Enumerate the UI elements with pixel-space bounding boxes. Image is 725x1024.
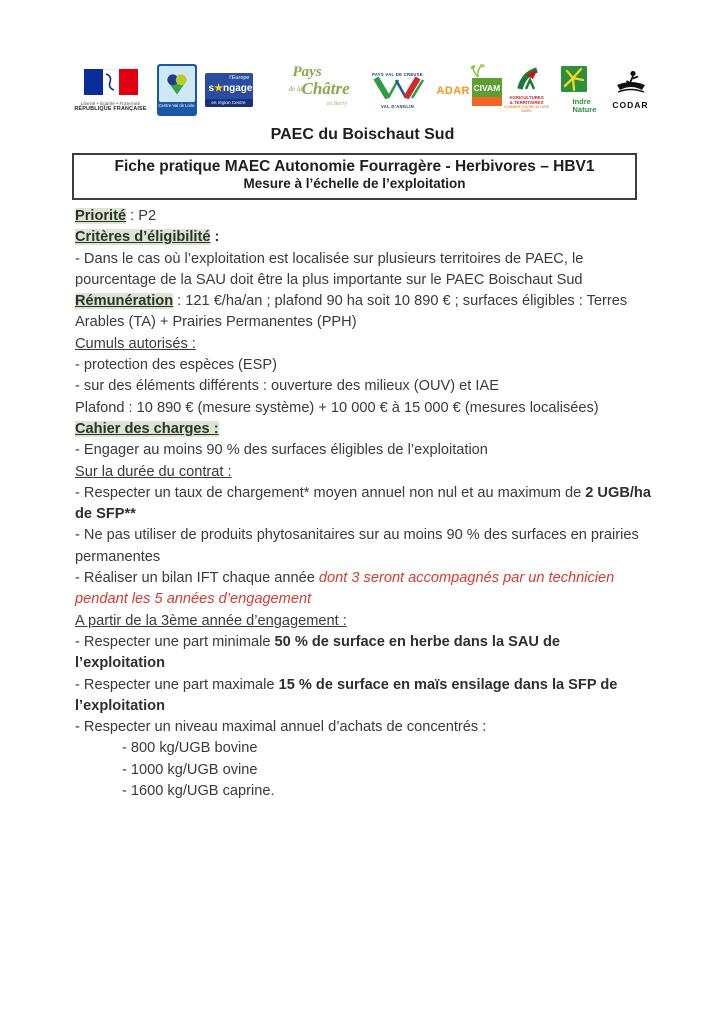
star-icon: ★	[214, 83, 224, 94]
eligibility-heading-text: Critères d’éligibilité	[75, 229, 211, 246]
part-min-text: - Respecter une part minimale	[75, 633, 275, 650]
plafond-line: Plafond : 10 890 € (mesure système) + 10 000 € à 15 000 € (mesures localisées)	[75, 399, 599, 416]
civam-box	[472, 78, 502, 106]
indre-nature-label	[573, 98, 601, 114]
partner-logos-row	[0, 60, 725, 120]
ift-red-note: dont 3 seront accompagnés par un technicien pendant les 5 années d’engagement	[75, 570, 615, 608]
eligibility-heading-colon: :	[210, 229, 220, 246]
civam-orange-strip	[472, 97, 502, 106]
centre-val-de-loire-heart-icon	[159, 66, 195, 102]
cahier-heading	[75, 419, 652, 440]
chatre-berry: en Berry	[326, 101, 348, 107]
part-max-text: - Respecter une part maximale	[75, 676, 279, 693]
part-max-bold: 15 % de surface en maïs ensilage dans la SFP de l’exploitation	[75, 676, 618, 714]
phyto-line: - Ne pas utiliser de produits phytosanitaires sur au moins 90 % des surfaces en prairies permanentes	[75, 527, 639, 565]
chatre-pays: Pays	[292, 64, 322, 80]
chatre-chatre: Châtre	[301, 79, 350, 98]
sengage-ngage: ngage	[223, 83, 253, 94]
codar-bird-icon	[614, 82, 648, 99]
codar-word: CODAR	[612, 100, 649, 110]
priority-label: Priorité	[75, 208, 127, 224]
cumuls-item: - sur des éléments différents : ouverture des milieux (OUV) et IAE	[75, 378, 499, 395]
cumuls-heading	[75, 334, 652, 355]
annee3-heading-text: A partir de la 3ème année d’engagement :	[75, 612, 347, 629]
agri-line1: AGRICULTURES	[509, 94, 544, 100]
logo-republique-francaise	[73, 69, 149, 112]
page-title: PAEC du Boischaut Sud	[270, 126, 455, 143]
remuneration-paragraph	[75, 291, 652, 334]
cvl-label: Centre-Val de Loire	[158, 103, 195, 108]
sengage-s: s	[208, 83, 215, 94]
part-min-bold: 50 % de surface en herbe dans la SAU de l’exploitation	[75, 633, 561, 672]
adar-civam-wordmark	[437, 78, 502, 106]
taux-text: - Respecter un taux de chargement* moyen annuel non nul et au maximum de	[75, 484, 586, 501]
adar-word: ADAR	[436, 85, 470, 97]
duree-heading-text: Sur la durée du contrat :	[75, 463, 232, 480]
logo-pays-de-la-chatre	[281, 63, 359, 117]
rf-name: RÉPUBLIQUE FRANÇAISE	[74, 105, 147, 112]
header-box-subtitle: Mesure à l’échelle de l’exploitation	[243, 176, 466, 191]
concentres-line: - Respecter un niveau maximal annuel d’achats de concentrés :	[75, 719, 487, 736]
agri-line3: CHAMBRE D’AGRICULTURE	[503, 104, 550, 109]
logo-europe-sengage	[205, 73, 253, 107]
agri-line2: & TERRITOIRES	[509, 99, 544, 105]
eligibility-text: - Dans le cas où l’exploitation est localisée sur plusieurs territoires de PAEC, le pourcentage de la SAU doit être la plus importante sur le PAEC Boischaut Sud	[75, 250, 584, 288]
civam-word: CIVAM	[472, 78, 502, 97]
concentres-item: - 1000 kg/UGB ovine	[122, 761, 258, 778]
logo-indre-nature	[559, 66, 601, 114]
vdc-bottom-label: VAL D’ANGLIN	[381, 103, 414, 109]
logo-codar	[609, 70, 653, 110]
header-box-title: Fiche pratique MAEC Autonomie Fourragère - Herbivores – HBV1	[114, 158, 595, 175]
agriculture-leaf-icon	[514, 77, 540, 94]
logo-region-centre-val-de-loire	[157, 64, 197, 116]
rf-motto: Liberté • Égalité • Fraternité	[80, 100, 141, 106]
europe-word: l’Europe	[229, 75, 250, 81]
concentres-item: - 1600 kg/UGB caprine.	[122, 783, 275, 800]
cumuls-heading-text: Cumuls autorisés :	[75, 335, 196, 352]
logo-adar-civam	[436, 63, 501, 117]
part-max-line	[75, 675, 652, 718]
cahier-heading-text: Cahier des charges :	[75, 420, 219, 437]
ift-line	[75, 568, 652, 611]
annee3-heading	[75, 611, 652, 632]
taux-bold: 2 UGB/ha de SFP**	[75, 484, 651, 523]
part-min-line	[75, 632, 652, 675]
duree-heading	[75, 462, 652, 483]
priority-value: : P2	[126, 208, 157, 224]
indre-nature-figure-icon	[561, 66, 587, 97]
vdc-top-label: PAYS VAL DE CREUSE	[372, 71, 423, 77]
taux-line	[75, 483, 652, 526]
document-content	[0, 126, 725, 802]
priority-line	[75, 206, 652, 227]
concentres-item: - 800 kg/UGB bovine	[122, 740, 258, 757]
remuneration-text: : 121 €/ha/an ; plafond 90 ha soit 10 890 € ; surfaces éligibles : Terres Arables (TA) + Prairies Permanentes (PPH)	[75, 293, 628, 331]
ift-text: - Réaliser un bilan IFT chaque année	[75, 570, 319, 587]
eligibility-heading	[75, 227, 652, 248]
remuneration-label: Rémunération	[75, 293, 174, 310]
engager-line: - Engager au moins 90 % des surfaces éligibles de l’exploitation	[75, 442, 488, 459]
logo-chambre-agriculture	[503, 67, 551, 113]
chatre-dela: de la	[288, 85, 303, 93]
header-box	[72, 153, 637, 200]
cumuls-item: - protection des espèces (ESP)	[75, 357, 277, 374]
logo-pays-val-de-creuse	[367, 72, 429, 109]
agri-line4: INDRE	[521, 109, 532, 113]
val-de-creuse-w-icon	[370, 86, 426, 103]
sengage-word	[209, 83, 253, 94]
europe-region-band: en région Centre	[205, 99, 253, 107]
nature-word: Nature	[572, 105, 597, 114]
document-body	[75, 206, 652, 802]
indre-word: Indre	[572, 97, 591, 106]
france-flag-icon	[84, 82, 138, 99]
